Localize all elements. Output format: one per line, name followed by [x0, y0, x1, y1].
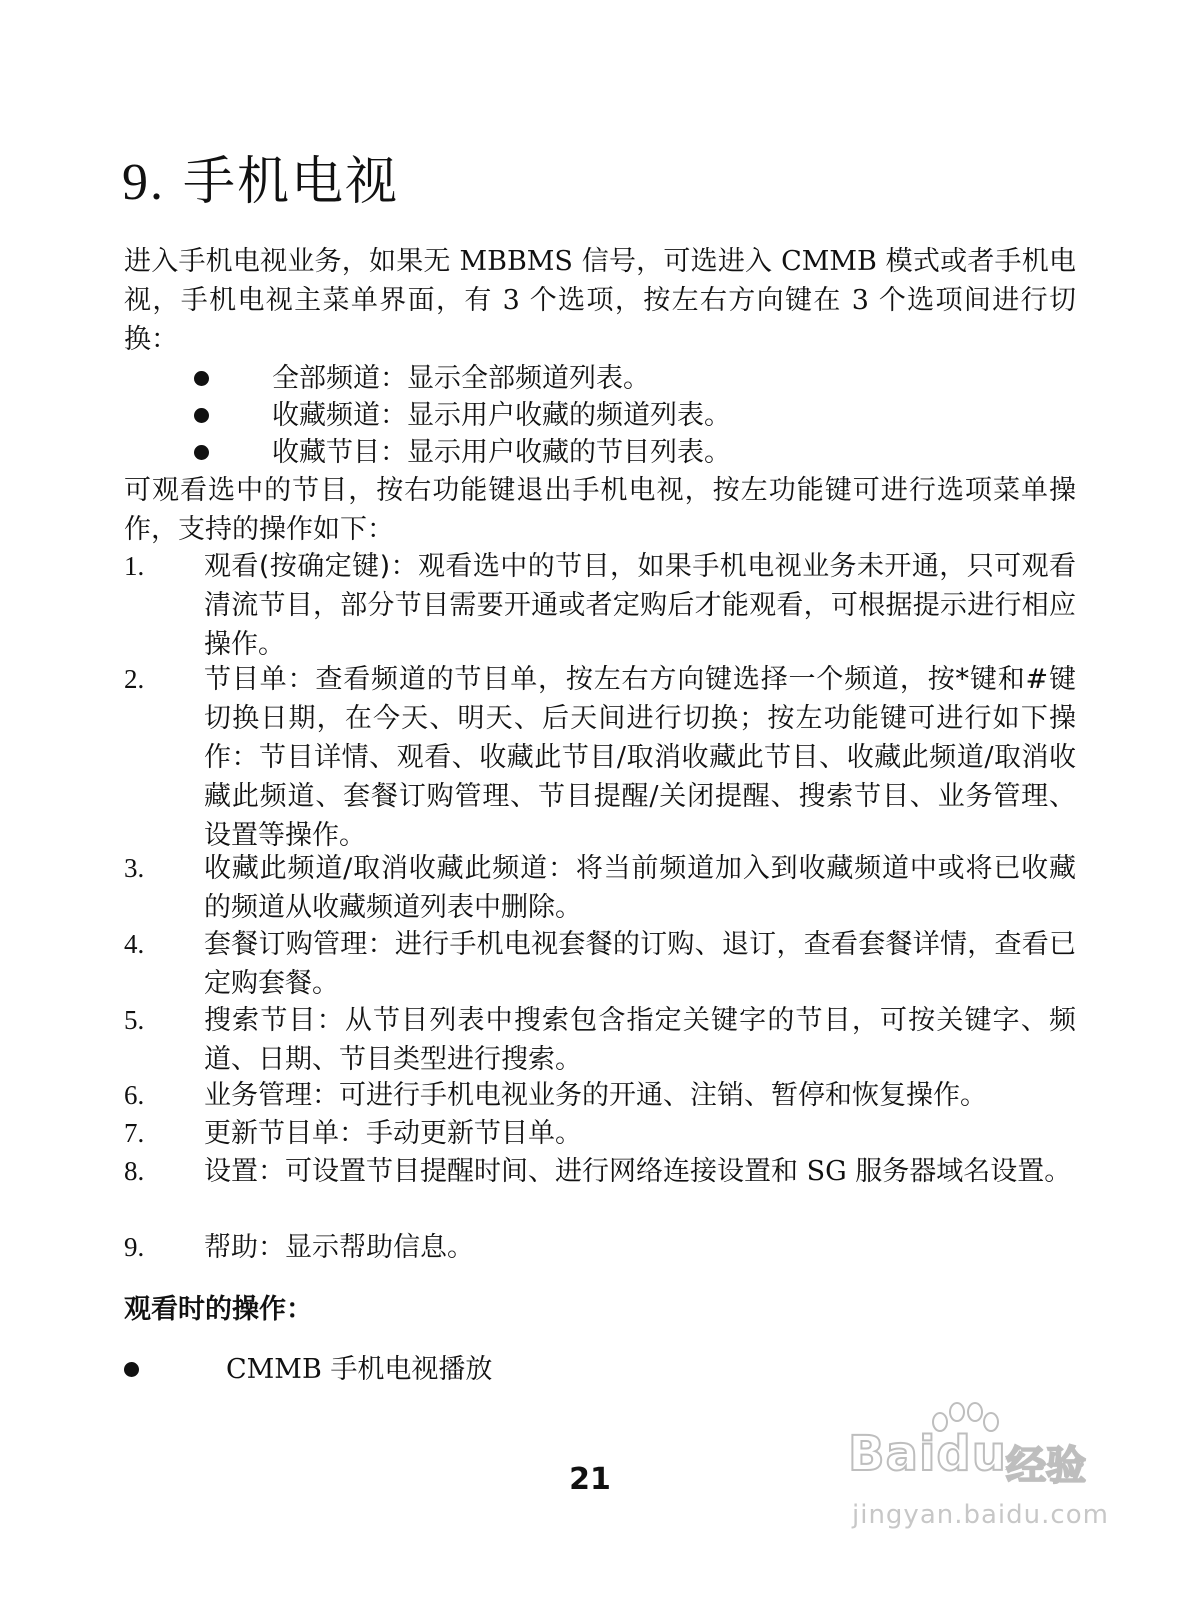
- label-separator: ：: [547, 853, 576, 884]
- bullet-dot-icon: [194, 371, 209, 386]
- section-heading: [122, 150, 399, 215]
- operation-text: 观看选中的节目，如果手机电视业务未开通，只可观看清流节目，部分节目需要开通或者定购后才能观看，可根据提示进行相应操作。: [204, 551, 1077, 660]
- tab-bullet-item: [124, 396, 1076, 435]
- page-number: 21: [569, 1462, 611, 1497]
- watching-heading: 观看时的操作：: [124, 1294, 313, 1325]
- tab-bullet-text: 收藏节目：显示用户收藏的节目列表。: [272, 437, 731, 468]
- operation-label: 节目单: [204, 664, 288, 695]
- label-separator: ：: [312, 1080, 339, 1111]
- tab-bullet-item: [124, 359, 1076, 398]
- label-separator: ：: [316, 1005, 345, 1036]
- operation-number: 2.: [124, 664, 145, 694]
- watermark-brand-cn: 经验: [1006, 1443, 1086, 1489]
- operation-label: 搜索节目: [204, 1005, 317, 1036]
- watching-bullet-item: [124, 1350, 1076, 1389]
- bullet-dot-icon: [194, 408, 209, 423]
- label-separator: ：: [367, 929, 395, 960]
- menu-intro-paragraph: 可观看选中的节目，按右功能键退出手机电视，按左功能键可进行选项菜单操作，支持的操作如下：: [124, 475, 1076, 545]
- operation-label: 套餐订购管理: [204, 929, 368, 960]
- label-separator: ：: [258, 1156, 285, 1187]
- baidu-jingyan-watermark: [838, 1400, 1109, 1550]
- section-title: 手机电视: [183, 152, 400, 212]
- operation-number: 5.: [124, 1005, 145, 1035]
- operation-text: 显示帮助信息。: [285, 1232, 474, 1263]
- operation-number: 8.: [124, 1156, 145, 1186]
- tab-bullet-text: 收藏频道：显示用户收藏的频道列表。: [272, 400, 731, 431]
- operation-text: 手动更新节目单。: [366, 1118, 582, 1149]
- bullet-dot-icon: [194, 445, 209, 460]
- operation-number: 7.: [124, 1118, 145, 1148]
- operation-label: 收藏此频道/取消收藏此频道: [204, 853, 548, 884]
- operation-text: 从节目列表中搜索包含指定关键字的节目，可按关键字、频道、日期、节目类型进行搜索。: [204, 1005, 1077, 1075]
- tab-bullet-text: 全部频道：显示全部频道列表。: [272, 363, 650, 394]
- tab-bullet-item: [124, 433, 1076, 472]
- operation-text: 可进行手机电视业务的开通、注销、暂停和恢复操作。: [339, 1080, 987, 1111]
- operation-label: 帮助: [204, 1232, 258, 1263]
- intro-paragraph: 进入手机电视业务，如果无 MBBMS 信号，可选进入 CMMB 模式或者手机电视，手机电视主菜单界面，有 3 个选项，按左右方向键在 3 个选项间进行切换：: [124, 246, 1076, 355]
- operation-text: 可设置节目提醒时间、进行网络连接设置和 SG 服务器域名设置。: [285, 1156, 1072, 1187]
- operation-number: 9.: [124, 1232, 145, 1262]
- operation-text: 将当前频道加入到收藏频道中或将已收藏的频道从收藏频道列表中删除。: [204, 853, 1077, 923]
- section-number: 9.: [122, 154, 165, 211]
- operation-number: 6.: [124, 1080, 145, 1110]
- operation-label: 更新节目单: [204, 1118, 339, 1149]
- operation-label: 业务管理: [204, 1080, 312, 1111]
- watermark-url: jingyan.baidu.com: [852, 1500, 1109, 1530]
- operation-number: 1.: [124, 551, 145, 581]
- operation-label: 观看(按确定键): [204, 551, 391, 582]
- operation-text: 进行手机电视套餐的订购、退订，查看套餐详情，查看已定购套餐。: [204, 929, 1077, 999]
- label-separator: ：: [339, 1118, 366, 1149]
- label-separator: ：: [287, 664, 316, 695]
- operation-number: 3.: [124, 853, 145, 883]
- watching-bullet-text: CMMB 手机电视播放: [226, 1354, 493, 1385]
- label-separator: ：: [258, 1232, 285, 1263]
- operation-number: 4.: [124, 929, 145, 959]
- operation-text: 查看频道的节目单，按左右方向键选择一个频道，按*键和#键切换日期，在今天、明天、后天间进行切换；按左功能键可进行如下操作：节目详情、观看、收藏此节目/取消收藏此节目、收藏此频道/取消收藏此频道、套餐订购管理、节目提醒/关闭提醒、搜索节目、业务管理、设置等操作。: [204, 664, 1077, 851]
- label-separator: ：: [390, 551, 418, 582]
- bullet-dot-icon: [124, 1362, 139, 1377]
- watermark-brand: Baidu: [848, 1426, 1007, 1482]
- operation-label: 设置: [204, 1156, 258, 1187]
